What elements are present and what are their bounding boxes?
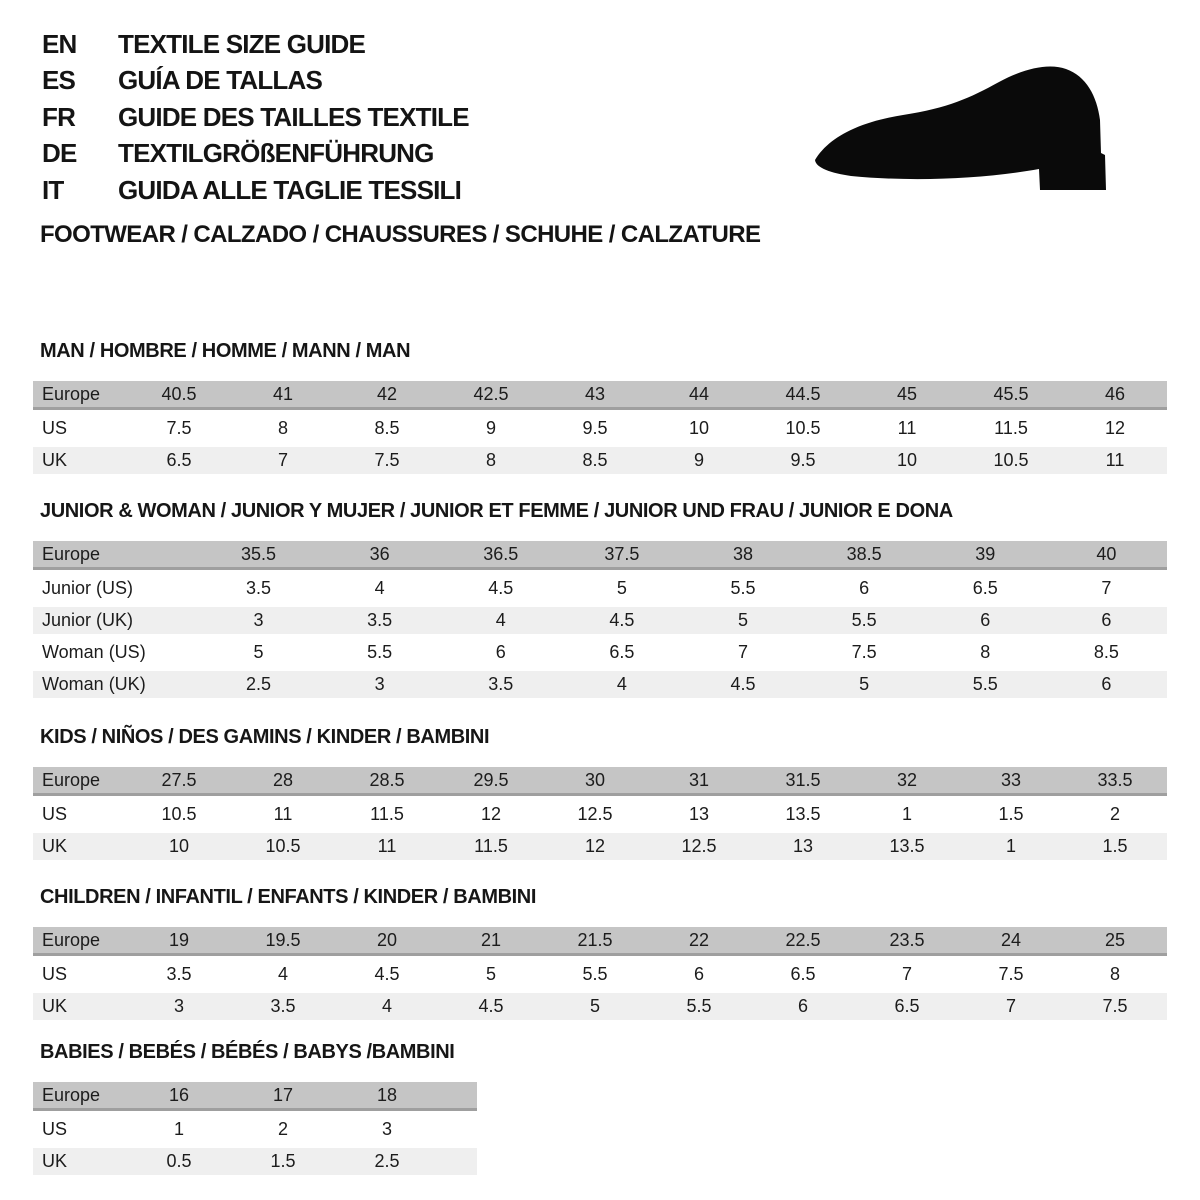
size-cell: 7.5 — [1063, 993, 1167, 1020]
row-label: Europe — [33, 541, 198, 570]
section-junior-woman — [33, 501, 1167, 703]
section-children — [33, 887, 1167, 1025]
language-row-it — [42, 172, 469, 209]
size-cell: 3.5 — [440, 671, 561, 698]
size-cell: 39 — [925, 541, 1046, 570]
size-cell: 9.5 — [543, 415, 647, 442]
size-cell: 4.5 — [561, 607, 682, 634]
size-cell: 19 — [127, 927, 231, 956]
language-code: ES — [42, 65, 76, 96]
size-cell: 5.5 — [647, 993, 751, 1020]
table-row — [33, 833, 1167, 860]
size-cell: 3 — [127, 993, 231, 1020]
row-label: US — [33, 961, 127, 988]
size-cell: 11 — [335, 833, 439, 860]
size-cell: 3.5 — [319, 607, 440, 634]
size-cell: 42.5 — [439, 381, 543, 410]
size-cell: 4 — [319, 575, 440, 602]
language-code: FR — [42, 101, 76, 132]
size-cell: 19.5 — [231, 927, 335, 956]
size-cell: 4 — [440, 607, 561, 634]
section-man — [33, 341, 1167, 479]
size-cell: 17 — [231, 1082, 335, 1111]
size-cell: 8 — [439, 447, 543, 474]
size-cell: 8.5 — [335, 415, 439, 442]
size-cell: 43 — [543, 381, 647, 410]
size-cell: 38.5 — [804, 541, 925, 570]
table-row — [33, 1116, 477, 1143]
section-title-kids: KIDS / NIÑOS / DES GAMINS / KINDER / BAMBINI — [40, 726, 490, 748]
size-cell: 7.5 — [127, 415, 231, 442]
size-cell: 10.5 — [959, 447, 1063, 474]
size-cell: 6 — [925, 607, 1046, 634]
size-cell: 13.5 — [855, 833, 959, 860]
row-label: UK — [33, 1148, 127, 1175]
table-header-row — [33, 927, 1167, 956]
size-cell: 10 — [855, 447, 959, 474]
size-table-babies — [33, 1077, 477, 1180]
size-cell: 5 — [198, 639, 319, 666]
table-header-row — [33, 1082, 477, 1111]
size-cell: 9.5 — [751, 447, 855, 474]
size-cell: 46 — [1063, 381, 1167, 410]
row-label: UK — [33, 993, 127, 1020]
size-cell: 4 — [561, 671, 682, 698]
language-row-de — [42, 136, 469, 173]
size-cell: 31.5 — [751, 767, 855, 796]
size-cell: 13 — [751, 833, 855, 860]
size-cell: 3.5 — [198, 575, 319, 602]
size-cell: 35.5 — [198, 541, 319, 570]
size-cell: 11.5 — [959, 415, 1063, 442]
size-cell: 5.5 — [683, 575, 804, 602]
size-cell: 11 — [1063, 447, 1167, 474]
size-cell: 4.5 — [683, 671, 804, 698]
size-cell: 4 — [231, 961, 335, 988]
size-cell: 1 — [127, 1116, 231, 1143]
size-cell: 6 — [1046, 607, 1167, 634]
size-cell: 25 — [1063, 927, 1167, 956]
language-row-fr — [42, 99, 469, 136]
size-cell: 8 — [231, 415, 335, 442]
size-cell: 22 — [647, 927, 751, 956]
size-cell: 11 — [231, 801, 335, 828]
size-cell: 1 — [855, 801, 959, 828]
size-cell: 5.5 — [925, 671, 1046, 698]
row-label: Europe — [33, 381, 127, 410]
size-cell: 6.5 — [855, 993, 959, 1020]
language-code: EN — [42, 28, 77, 59]
size-cell: 2.5 — [198, 671, 319, 698]
size-cell: 8 — [1063, 961, 1167, 988]
size-cell: 10.5 — [127, 801, 231, 828]
size-cell: 1 — [959, 833, 1063, 860]
size-cell: 18 — [335, 1082, 439, 1111]
size-cell: 32 — [855, 767, 959, 796]
row-label: US — [33, 801, 127, 828]
guide-title-it: GUIDA ALLE TAGLIE TESSILI — [118, 174, 462, 205]
spacer-cell — [439, 1148, 477, 1175]
size-cell: 6 — [647, 961, 751, 988]
spacer-cell — [439, 1082, 477, 1111]
size-table-man — [33, 376, 1167, 479]
size-cell: 36 — [319, 541, 440, 570]
size-cell: 45.5 — [959, 381, 1063, 410]
size-cell: 20 — [335, 927, 439, 956]
language-code: DE — [42, 138, 77, 169]
size-cell: 7 — [231, 447, 335, 474]
size-cell: 28 — [231, 767, 335, 796]
size-cell: 13.5 — [751, 801, 855, 828]
size-cell: 1.5 — [959, 801, 1063, 828]
table-header-row — [33, 767, 1167, 796]
category-heading: FOOTWEAR / CALZADO / CHAUSSURES / SCHUHE / CALZATURE — [40, 221, 761, 248]
size-cell: 5 — [683, 607, 804, 634]
size-cell: 28.5 — [335, 767, 439, 796]
size-cell: 21 — [439, 927, 543, 956]
size-cell: 37.5 — [561, 541, 682, 570]
size-table-children — [33, 922, 1167, 1025]
size-cell: 33 — [959, 767, 1063, 796]
size-cell: 8.5 — [1046, 639, 1167, 666]
size-cell: 12 — [1063, 415, 1167, 442]
guide-title-fr: GUIDE DES TAILLES TEXTILE — [118, 101, 469, 132]
size-cell: 0.5 — [127, 1148, 231, 1175]
table-row — [33, 447, 1167, 474]
size-cell: 7.5 — [959, 961, 1063, 988]
size-cell: 1.5 — [1063, 833, 1167, 860]
language-row-en — [42, 26, 469, 63]
row-label: UK — [33, 447, 127, 474]
section-title-babies: BABIES / BEBÉS / BÉBÉS / BABYS /BAMBINI — [40, 1041, 455, 1063]
row-label: Junior (UK) — [33, 607, 198, 634]
table-row — [33, 671, 1167, 698]
size-cell: 5 — [543, 993, 647, 1020]
size-cell: 3 — [335, 1116, 439, 1143]
size-cell: 4.5 — [335, 961, 439, 988]
size-cell: 10 — [647, 415, 751, 442]
guide-title-en: TEXTILE SIZE GUIDE — [118, 28, 366, 59]
size-cell: 10 — [127, 833, 231, 860]
size-cell: 6.5 — [751, 961, 855, 988]
row-label: Woman (US) — [33, 639, 198, 666]
size-cell: 5 — [561, 575, 682, 602]
size-cell: 2 — [231, 1116, 335, 1143]
shoe-icon — [803, 62, 1143, 212]
size-cell: 5.5 — [543, 961, 647, 988]
size-cell: 5.5 — [319, 639, 440, 666]
row-label: Europe — [33, 927, 127, 956]
table-row — [33, 1148, 477, 1175]
size-cell: 5 — [439, 961, 543, 988]
size-cell: 42 — [335, 381, 439, 410]
size-cell: 7 — [1046, 575, 1167, 602]
size-cell: 3.5 — [127, 961, 231, 988]
row-label: Europe — [33, 1082, 127, 1111]
size-cell: 7.5 — [804, 639, 925, 666]
size-cell: 7 — [683, 639, 804, 666]
table-row — [33, 575, 1167, 602]
language-code: IT — [42, 174, 64, 205]
section-title-children: CHILDREN / INFANTIL / ENFANTS / KINDER / BAMBINI — [40, 886, 536, 908]
size-cell: 9 — [647, 447, 751, 474]
size-cell: 40 — [1046, 541, 1167, 570]
table-row — [33, 993, 1167, 1020]
size-cell: 9 — [439, 415, 543, 442]
size-cell: 8 — [925, 639, 1046, 666]
size-cell: 11 — [855, 415, 959, 442]
table-row — [33, 801, 1167, 828]
size-cell: 3 — [198, 607, 319, 634]
size-cell: 13 — [647, 801, 751, 828]
table-row — [33, 961, 1167, 988]
size-cell: 4.5 — [440, 575, 561, 602]
size-cell: 40.5 — [127, 381, 231, 410]
size-cell: 23.5 — [855, 927, 959, 956]
row-label: UK — [33, 833, 127, 860]
size-cell: 41 — [231, 381, 335, 410]
size-cell: 44.5 — [751, 381, 855, 410]
section-title-junior-woman: JUNIOR & WOMAN / JUNIOR Y MUJER / JUNIOR ET FEMME / JUNIOR UND FRAU / JUNIOR E DONA — [40, 500, 953, 522]
size-cell: 4.5 — [439, 993, 543, 1020]
size-cell: 45 — [855, 381, 959, 410]
size-cell: 5 — [804, 671, 925, 698]
row-label: Woman (UK) — [33, 671, 198, 698]
size-cell: 21.5 — [543, 927, 647, 956]
guide-title-de: TEXTILGRÖßENFÜHRUNG — [118, 138, 434, 169]
row-label: Europe — [33, 767, 127, 796]
language-title-block — [42, 26, 469, 209]
size-cell: 6 — [440, 639, 561, 666]
section-title-man: MAN / HOMBRE / HOMME / MANN / MAN — [40, 340, 411, 362]
size-cell: 44 — [647, 381, 751, 410]
row-label: Junior (US) — [33, 575, 198, 602]
size-cell: 12.5 — [647, 833, 751, 860]
size-cell: 7 — [855, 961, 959, 988]
size-cell: 31 — [647, 767, 751, 796]
table-row — [33, 415, 1167, 442]
size-table-junior-woman — [33, 536, 1167, 703]
size-cell: 11.5 — [439, 833, 543, 860]
section-babies — [33, 1042, 477, 1180]
table-header-row — [33, 541, 1167, 570]
size-cell: 2.5 — [335, 1148, 439, 1175]
size-cell: 24 — [959, 927, 1063, 956]
row-label: US — [33, 1116, 127, 1143]
size-cell: 11.5 — [335, 801, 439, 828]
size-cell: 6 — [751, 993, 855, 1020]
size-table-kids — [33, 762, 1167, 865]
section-kids — [33, 727, 1167, 865]
size-cell: 6 — [1046, 671, 1167, 698]
size-cell: 12.5 — [543, 801, 647, 828]
size-cell: 10.5 — [751, 415, 855, 442]
size-cell: 2 — [1063, 801, 1167, 828]
size-cell: 5.5 — [804, 607, 925, 634]
size-cell: 6.5 — [127, 447, 231, 474]
size-cell: 7 — [959, 993, 1063, 1020]
size-cell: 6 — [804, 575, 925, 602]
size-cell: 1.5 — [231, 1148, 335, 1175]
size-cell: 4 — [335, 993, 439, 1020]
size-cell: 12 — [439, 801, 543, 828]
size-cell: 33.5 — [1063, 767, 1167, 796]
size-cell: 30 — [543, 767, 647, 796]
size-cell: 3.5 — [231, 993, 335, 1020]
size-cell: 10.5 — [231, 833, 335, 860]
language-row-es — [42, 63, 469, 100]
size-cell: 12 — [543, 833, 647, 860]
size-cell: 8.5 — [543, 447, 647, 474]
size-cell: 6.5 — [561, 639, 682, 666]
size-cell: 7.5 — [335, 447, 439, 474]
table-row — [33, 639, 1167, 666]
table-row — [33, 607, 1167, 634]
size-cell: 3 — [319, 671, 440, 698]
size-cell: 36.5 — [440, 541, 561, 570]
size-cell: 22.5 — [751, 927, 855, 956]
table-header-row — [33, 381, 1167, 410]
size-cell: 29.5 — [439, 767, 543, 796]
row-label: US — [33, 415, 127, 442]
size-cell: 6.5 — [925, 575, 1046, 602]
size-cell: 27.5 — [127, 767, 231, 796]
spacer-cell — [439, 1116, 477, 1143]
size-cell: 38 — [683, 541, 804, 570]
size-cell: 16 — [127, 1082, 231, 1111]
guide-title-es: GUÍA DE TALLAS — [118, 65, 323, 96]
